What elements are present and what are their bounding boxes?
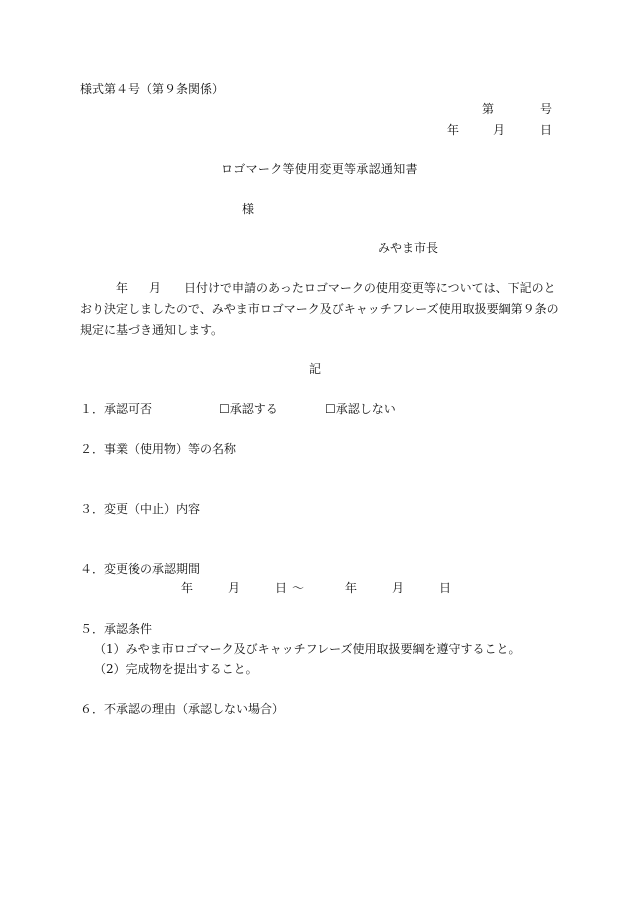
document-title: ロゴマーク等使用変更等承認通知書 — [221, 162, 418, 176]
period-from-month: 月 — [228, 581, 241, 595]
condition-1: （1）みやま市ロゴマーク及びキャッチフレーズ使用取扱要綱を遵守すること。 — [94, 642, 521, 656]
item5-label: ５．承認条件 — [80, 622, 153, 636]
period-tilde: ～ — [292, 581, 305, 595]
approve-checkbox[interactable]: ☐承認する — [219, 402, 278, 416]
date-month-label: 月 — [493, 123, 506, 137]
item4-label: ４．変更後の承認期間 — [80, 562, 201, 576]
ki-heading: 記 — [309, 362, 322, 376]
period-to-day: 日 — [439, 581, 452, 595]
issuer-name: みやま市長 — [378, 241, 439, 255]
period-from-day: 日 — [275, 581, 288, 595]
period-to-month: 月 — [392, 581, 405, 595]
number-label-go: 号 — [540, 102, 553, 116]
body-line-3: 規定に基づき通知します。 — [80, 323, 224, 337]
body-month-label: 月 — [149, 281, 162, 295]
form-number: 様式第４号（第９条関係） — [80, 82, 225, 96]
body-line-2: おり決定しましたので、みやま市ロゴマーク及びキャッチフレーズ使用取扱要綱第９条の — [80, 302, 559, 316]
reject-checkbox[interactable]: ☐承認しない — [325, 402, 396, 416]
item2-label: ２．事業（使用物）等の名称 — [80, 442, 237, 456]
period-from-year: 年 — [181, 581, 194, 595]
period-to-year: 年 — [345, 581, 358, 595]
addressee-suffix: 様 — [242, 202, 255, 216]
date-day-label: 日 — [540, 123, 553, 137]
item3-label: ３．変更（中止）内容 — [80, 502, 201, 516]
date-year-label: 年 — [447, 123, 460, 137]
condition-2: （2）完成物を提出すること。 — [94, 662, 258, 676]
item6-label: ６．不承認の理由（承認しない場合） — [80, 702, 285, 716]
body-year-label: 年 — [116, 281, 129, 295]
item1-label: １．承認可否 — [80, 402, 153, 416]
body-line-1: 日付けで申請のあったロゴマークの使用変更等については、下記のと — [184, 281, 556, 295]
number-label-dai: 第 — [482, 102, 495, 116]
